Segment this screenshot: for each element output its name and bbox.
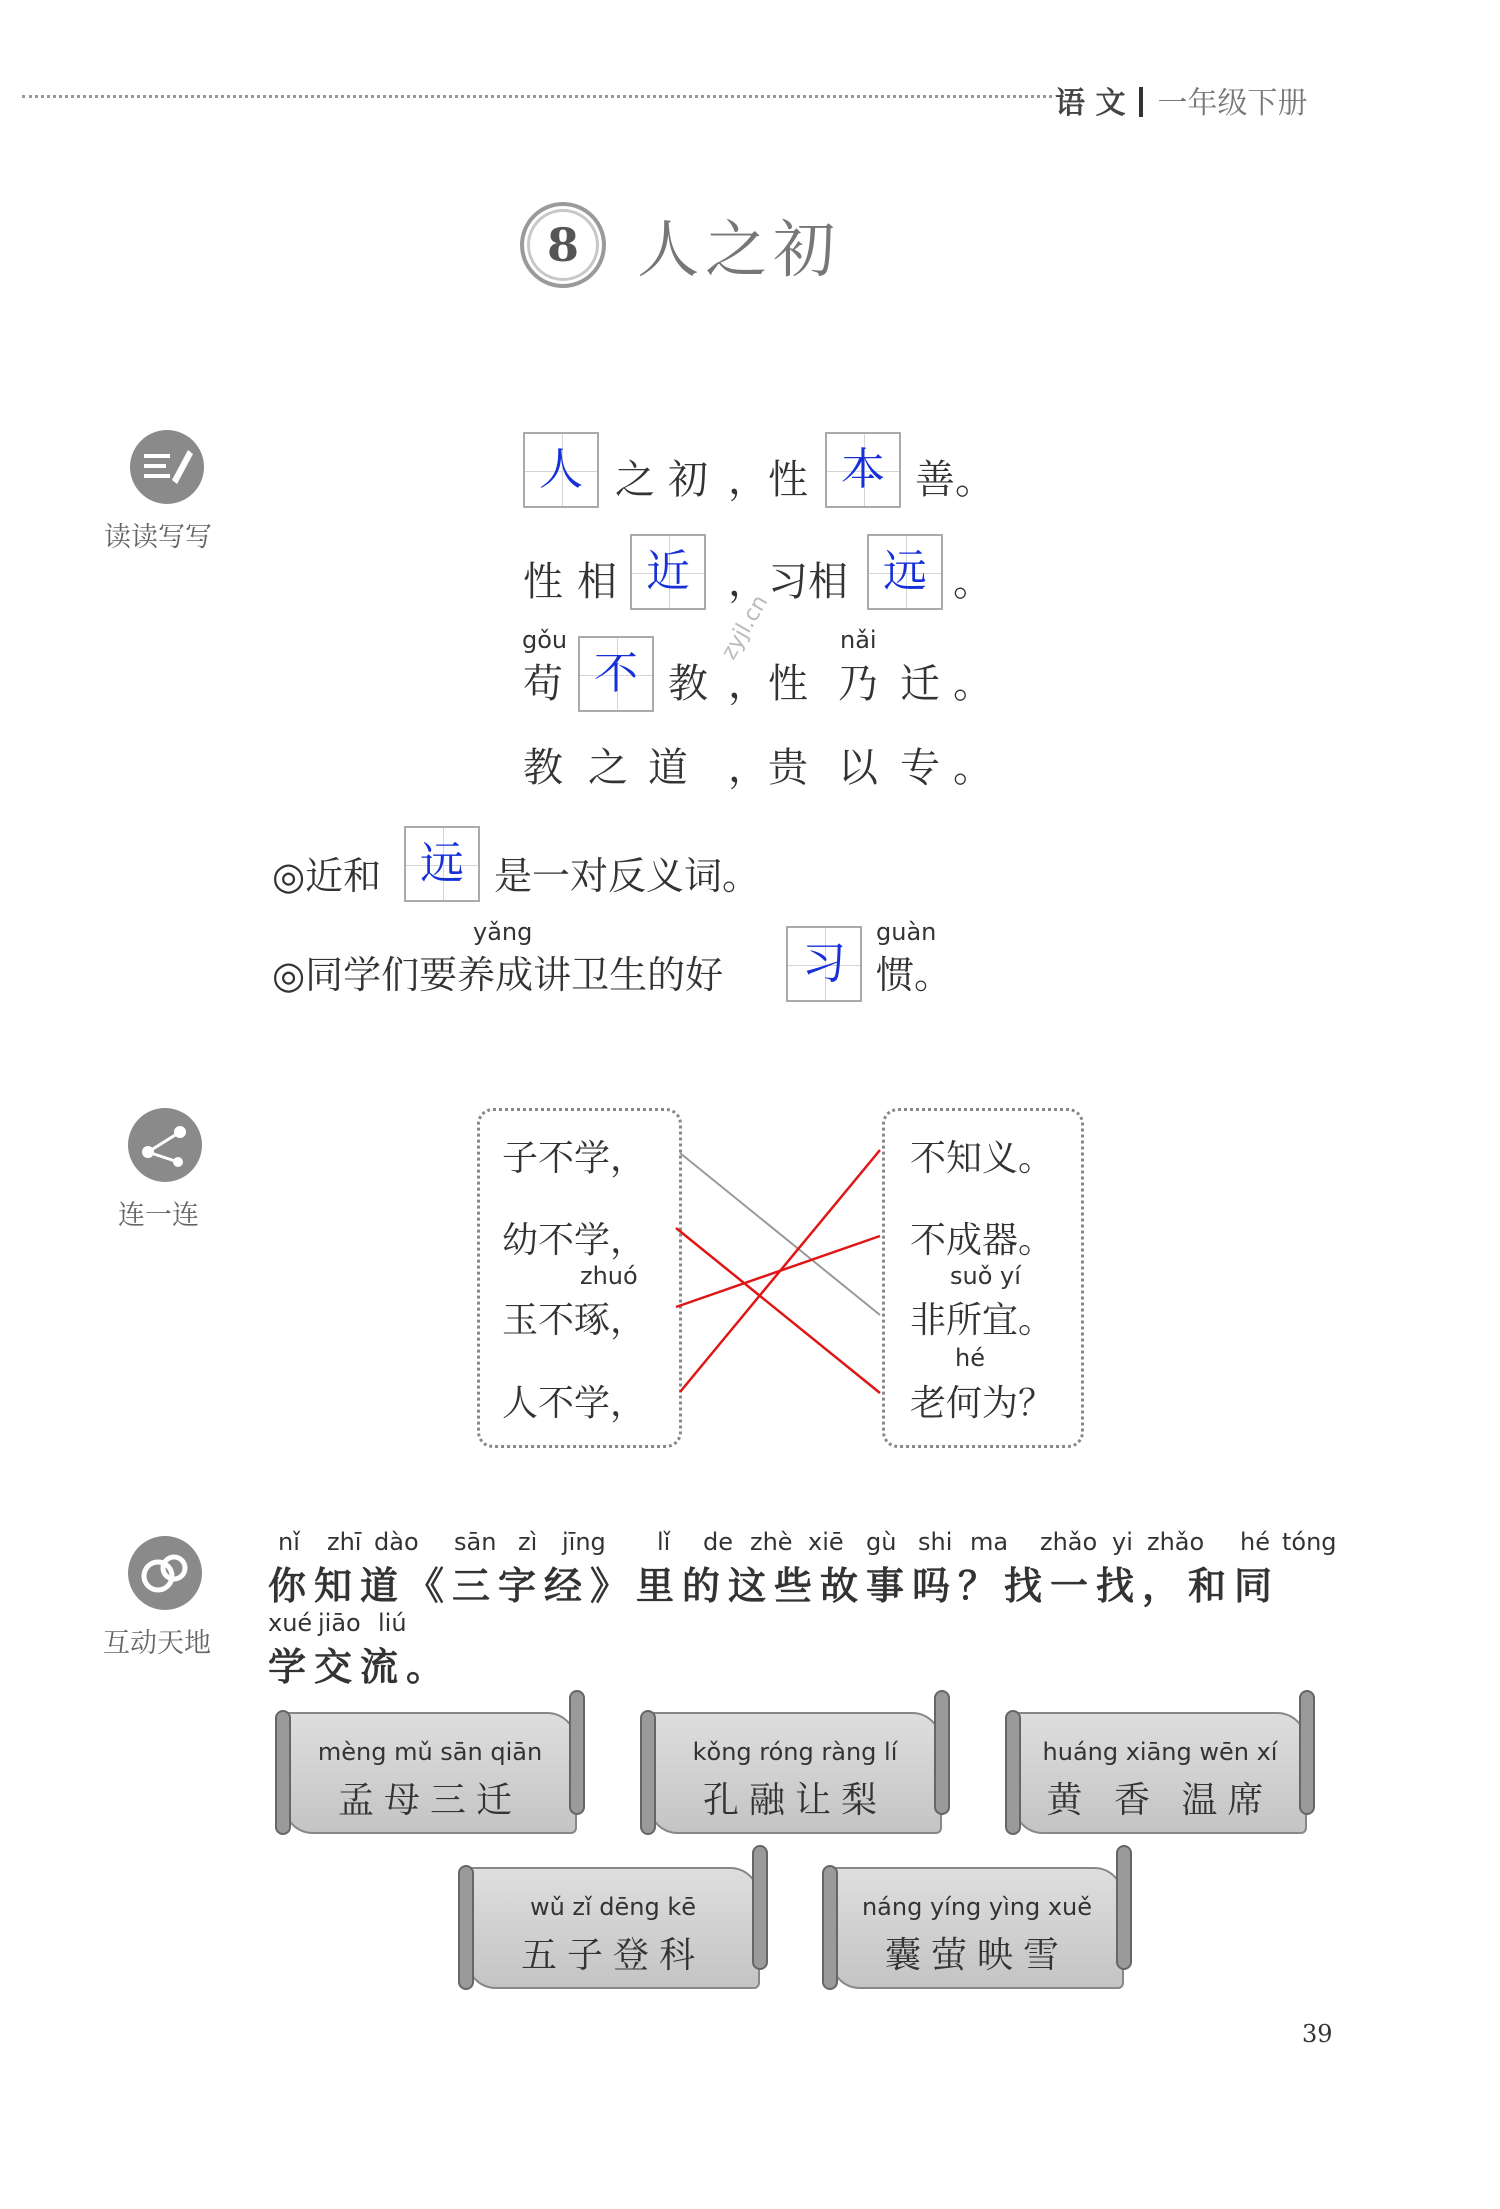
left-phrase-3[interactable]: 玉不琢，	[502, 1300, 647, 1341]
pinyin: lǐ	[657, 1528, 671, 1556]
pinyin: zhè	[750, 1528, 793, 1556]
poem-char: ，贵	[728, 745, 808, 791]
pinyin: liú	[378, 1609, 407, 1637]
pinyin: tóng	[1282, 1528, 1337, 1556]
story-scroll-2[interactable]	[640, 1690, 950, 1835]
exercise-1-suffix: 是一对反义词。	[494, 854, 761, 898]
exercise-2-prefix: ◎同学们要养成讲卫生的好	[272, 953, 724, 997]
lesson-title: 人之初	[637, 213, 842, 286]
section-label-interact: 互动天地	[103, 1628, 211, 1659]
poem-char: 迁	[900, 661, 940, 707]
writing-box-bu[interactable]: 不	[578, 636, 654, 712]
writing-box-jin[interactable]: 近	[630, 534, 706, 610]
story-title: 五子登科	[520, 1935, 705, 1976]
watermark: zyjl.cn	[716, 591, 774, 664]
pinyin: gù	[866, 1528, 897, 1556]
pinyin: nǐ	[278, 1528, 300, 1556]
pinyin-gou: gǒu	[522, 626, 568, 654]
pinyin: zhǎo	[1040, 1528, 1098, 1556]
exercise-1-prefix: ◎近和	[272, 854, 382, 898]
left-phrase-2[interactable]: 幼不学，	[502, 1220, 647, 1261]
story-title: 孟母三迁	[337, 1780, 522, 1821]
match-line-2	[676, 1228, 880, 1393]
right-phrase-2[interactable]: 不成器。	[910, 1220, 1055, 1261]
right-phrase-4[interactable]: 老何为？	[910, 1383, 1055, 1424]
poem-char: 之	[615, 457, 655, 503]
story-title: 孔融让梨	[702, 1780, 887, 1821]
header-book: 一年级下册	[1157, 86, 1308, 121]
lesson-number-badge: 8	[520, 202, 606, 288]
match-line-1	[680, 1153, 880, 1315]
right-phrase-3[interactable]: 非所宜。	[910, 1300, 1055, 1341]
story-pinyin: kǒng róng ràng lí	[692, 1738, 898, 1766]
poem-char: 专	[900, 745, 940, 791]
pinyin-suoyi: suǒ yí	[950, 1262, 1021, 1290]
pinyin: zhī	[327, 1528, 362, 1556]
pinyin-he: hé	[955, 1344, 985, 1372]
question-line-2: 学交流。	[268, 1644, 453, 1689]
pinyin: sān	[454, 1528, 497, 1556]
poem-char: 相	[577, 559, 617, 605]
pinyin: xué	[268, 1609, 313, 1637]
story-title: 黄 香 温席	[1046, 1780, 1274, 1821]
section-label-read-write: 读读写写	[104, 522, 212, 553]
poem-char: 之	[588, 745, 628, 791]
poem-char: 。	[953, 745, 993, 791]
story-title: 囊萤映雪	[884, 1935, 1069, 1976]
poem-char: 善。	[915, 457, 995, 503]
pinyin: zì	[518, 1528, 538, 1556]
story-pinyin: mèng mǔ sān qiān	[317, 1738, 543, 1766]
interact-icon	[128, 1536, 202, 1610]
pinyin-nai: nǎi	[840, 626, 877, 654]
right-phrase-1[interactable]: 不知义。	[910, 1138, 1055, 1179]
story-pinyin: wǔ zǐ dēng kē	[529, 1893, 697, 1921]
writing-box-ren[interactable]: 人	[523, 432, 599, 508]
story-scroll-3[interactable]	[1005, 1690, 1315, 1835]
poem-char: 。	[953, 661, 993, 707]
story-scroll-1[interactable]	[275, 1690, 585, 1835]
poem-char: 乃	[838, 661, 878, 707]
pinyin-zhuo: zhuó	[580, 1262, 638, 1290]
pinyin: ma	[970, 1528, 1009, 1556]
exercise-2-suffix: 惯。	[876, 953, 953, 997]
writing-box-ben[interactable]: 本	[825, 432, 901, 508]
writing-box-ex2[interactable]: 习	[786, 926, 862, 1002]
poem-char: 性	[523, 559, 563, 605]
story-pinyin: náng yíng yìng xuě	[861, 1893, 1093, 1921]
left-phrase-1[interactable]: 子不学，	[502, 1138, 647, 1179]
pinyin: dào	[374, 1528, 419, 1556]
poem-char: 以	[838, 745, 878, 791]
poem-char: 教	[523, 745, 563, 791]
poem-char: ，性	[728, 457, 808, 503]
page-number: 39	[1302, 2020, 1333, 2048]
poem-char: 苟	[523, 661, 563, 707]
poem-char: 道	[648, 745, 688, 791]
writing-box-ex1[interactable]: 远	[404, 826, 480, 902]
story-scroll-5[interactable]	[822, 1845, 1132, 1990]
pinyin-yang: yǎng	[473, 918, 533, 946]
story-pinyin: huáng xiāng wēn xí	[1042, 1738, 1278, 1766]
pinyin: hé	[1240, 1528, 1270, 1556]
pinyin: shi	[918, 1528, 953, 1556]
poem-char: 。	[953, 559, 993, 605]
story-scroll-4[interactable]	[458, 1845, 768, 1990]
pinyin: de	[703, 1528, 733, 1556]
pinyin-guan: guàn	[876, 918, 937, 946]
pinyin: yi	[1112, 1528, 1133, 1556]
question-line-1: 你知道《三字经》里的这些故事吗？找一找，和同	[268, 1563, 1281, 1608]
poem-char: 教	[668, 661, 708, 707]
writing-box-yuan[interactable]: 远	[867, 534, 943, 610]
poem-char: 初	[668, 457, 708, 503]
poem-char: ，习相	[728, 559, 848, 605]
pinyin: jīng	[562, 1528, 606, 1556]
pinyin: jiāo	[318, 1609, 361, 1637]
poem-char: ，性	[728, 661, 808, 707]
pinyin: zhǎo	[1147, 1528, 1205, 1556]
pinyin: xiē	[808, 1528, 844, 1556]
match-line-4	[680, 1150, 880, 1392]
section-label-connect: 连一连	[118, 1200, 199, 1231]
left-phrase-4[interactable]: 人不学，	[502, 1383, 647, 1424]
header-subject: 语 文	[1055, 86, 1126, 121]
